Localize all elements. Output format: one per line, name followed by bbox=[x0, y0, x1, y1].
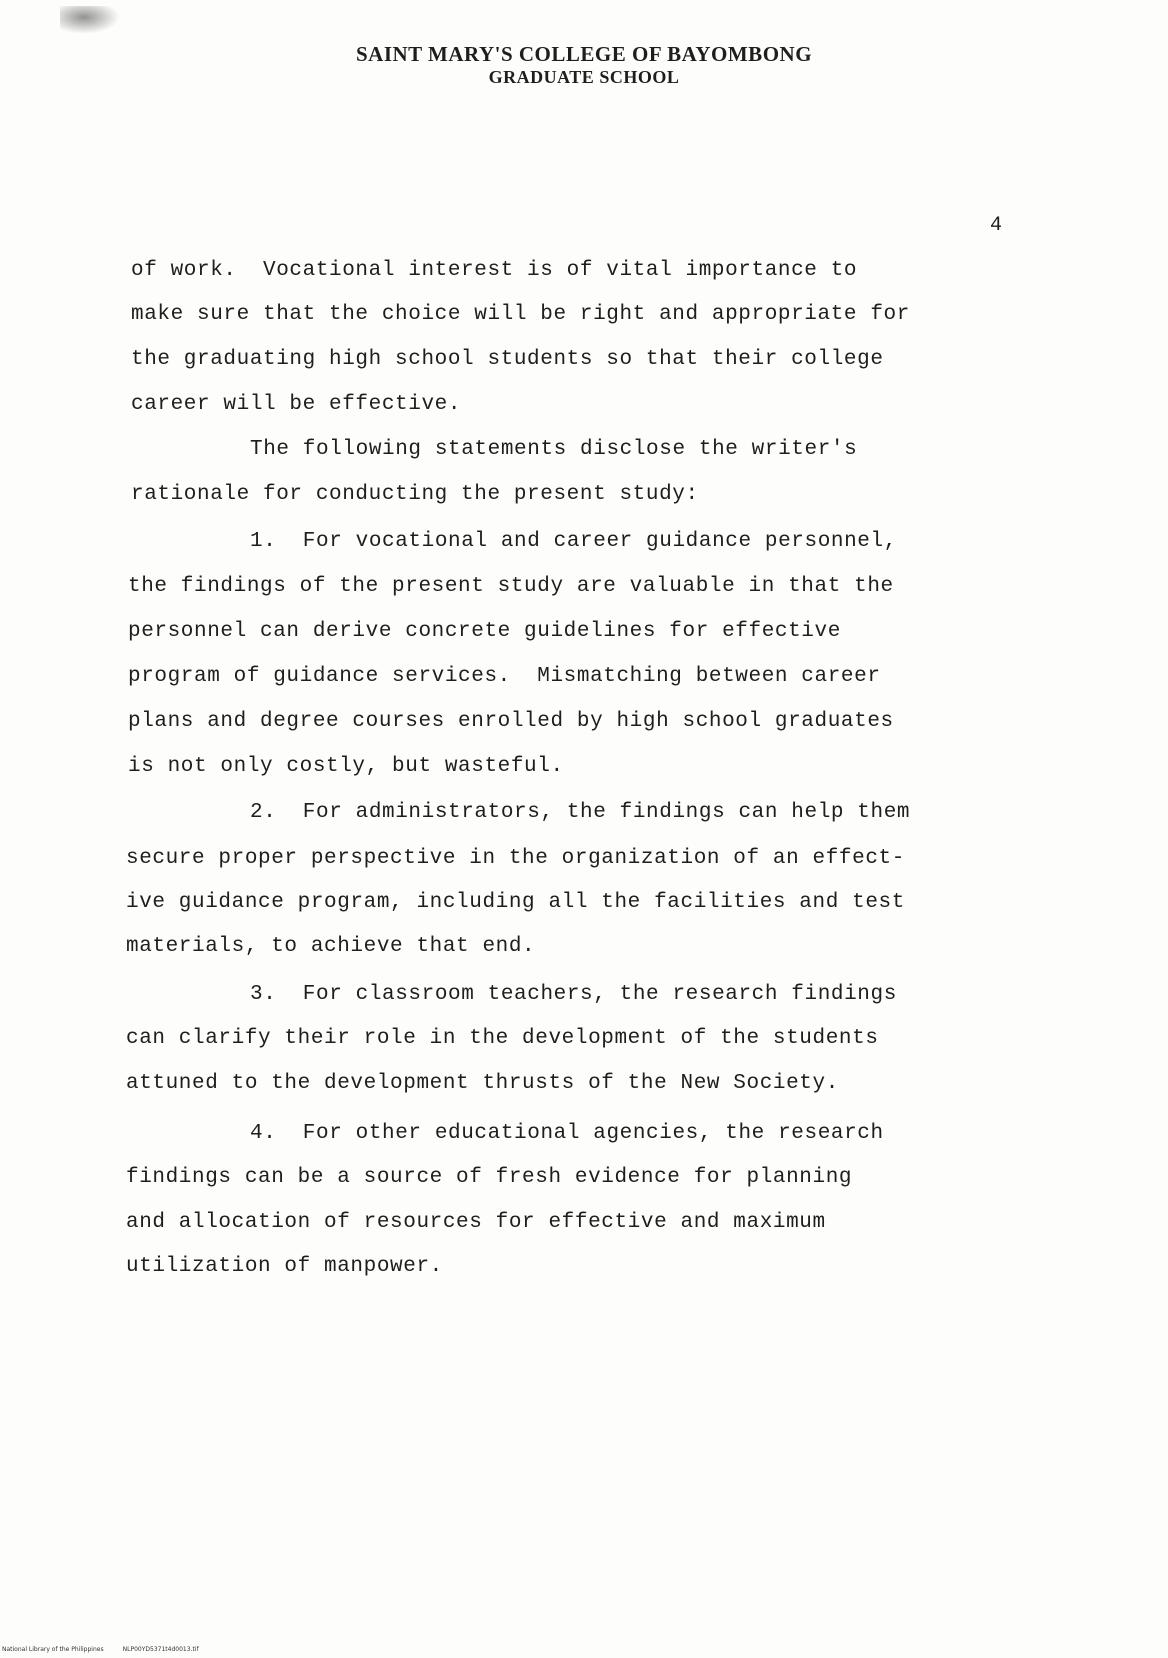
text-line: is not only costly, but wasteful. bbox=[128, 755, 564, 778]
text-line: of work. Vocational interest is of vital importance to bbox=[131, 259, 858, 282]
text-line: attuned to the development thrusts of the New Society. bbox=[126, 1072, 839, 1095]
text-line: and allocation of resources for effective and maximum bbox=[126, 1211, 826, 1234]
page-number: 4 bbox=[990, 214, 1003, 237]
text-line: ive guidance program, including all the facilities and test bbox=[126, 891, 905, 914]
list-item-1-start: 1. For vocational and career guidance personnel, bbox=[250, 530, 897, 553]
institution-name: SAINT MARY'S COLLEGE OF BAYOMBONG bbox=[355, 42, 813, 66]
text-line: secure proper perspective in the organization of an effect- bbox=[126, 847, 905, 870]
list-item-3-start: 3. For classroom teachers, the research findings bbox=[250, 983, 897, 1006]
text-line: the graduating high school students so that their college bbox=[131, 348, 884, 371]
text-line: can clarify their role in the development of the students bbox=[126, 1027, 879, 1050]
text-line: career will be effective. bbox=[131, 393, 462, 416]
text-line: personnel can derive concrete guidelines for effective bbox=[128, 620, 841, 643]
footer-file: NLP00YD5371t4d0013.tif bbox=[122, 1646, 199, 1653]
text-line: program of guidance services. Mismatching between career bbox=[128, 665, 881, 688]
text-line: make sure that the choice will be right and appropriate for bbox=[131, 303, 910, 326]
list-item-4-start: 4. For other educational agencies, the research bbox=[250, 1122, 884, 1145]
text-line: materials, to achieve that end. bbox=[126, 935, 536, 958]
list-item-2-start: 2. For administrators, the findings can help them bbox=[250, 801, 911, 824]
text-line: plans and degree courses enrolled by high school graduates bbox=[128, 710, 894, 733]
text-line: The following statements disclose the writer's bbox=[250, 438, 858, 461]
text-line: rationale for conducting the present study: bbox=[131, 483, 699, 506]
footer-library: National Library of the Philippines bbox=[2, 1646, 104, 1653]
text-line: findings can be a source of fresh evidence for planning bbox=[126, 1166, 853, 1189]
school-name: GRADUATE SCHOOL bbox=[488, 67, 680, 87]
text-line: the findings of the present study are valuable in that the bbox=[128, 575, 894, 598]
scan-smudge bbox=[60, 6, 120, 34]
scan-footer bbox=[2, 1646, 199, 1654]
text-line: utilization of manpower. bbox=[126, 1255, 443, 1278]
